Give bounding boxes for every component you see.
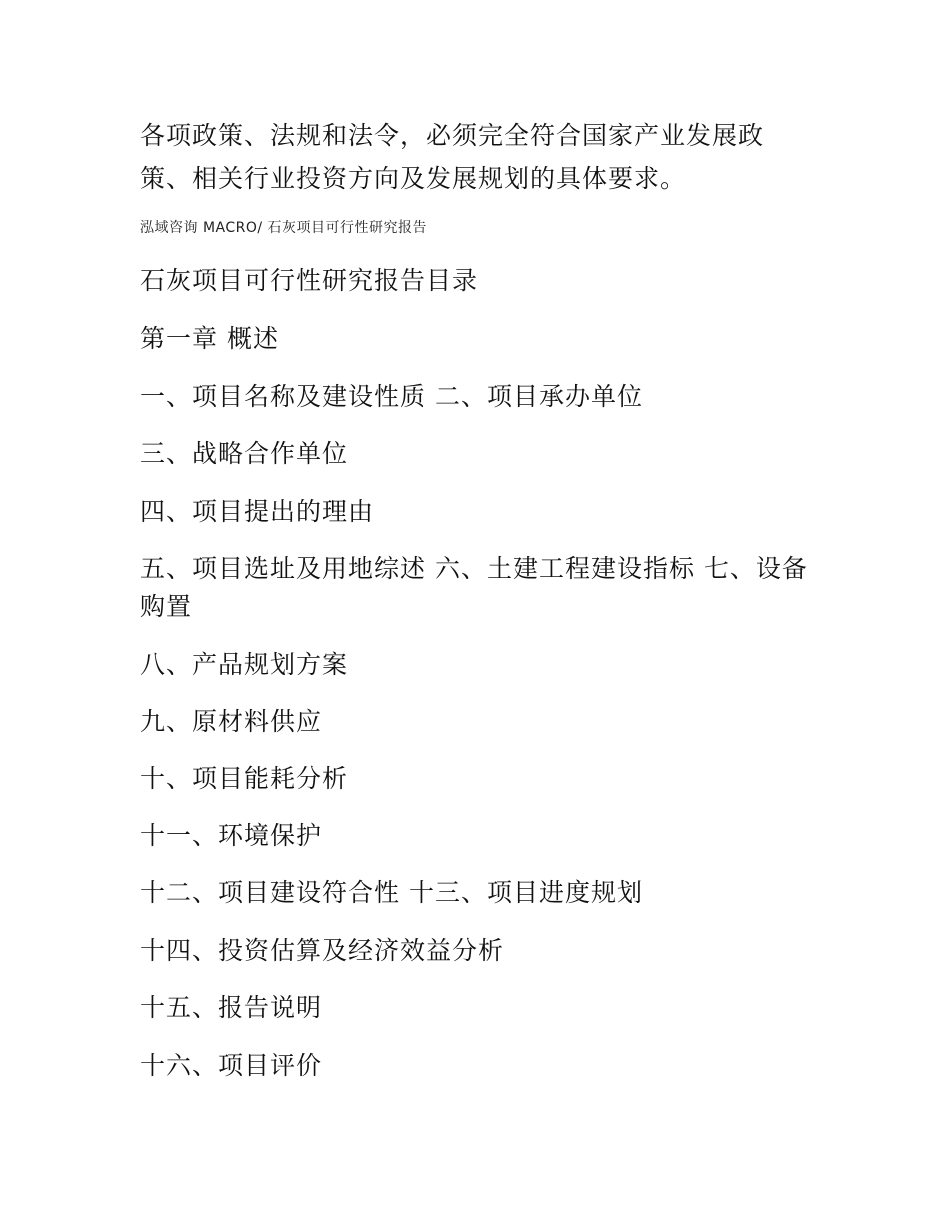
paragraph-line-1: 各项政策、法规和法令，必须完全符合国家产业发展政 [140, 121, 765, 150]
toc-item: 三、战略合作单位 [140, 439, 349, 468]
paragraph-line-2: 策、相关行业投资方向及发展规划的具体要求。 [140, 164, 687, 193]
toc-item: 十二、项目建设符合性 十三、项目进度规划 [140, 878, 643, 907]
toc-item: 十、项目能耗分析 [140, 764, 349, 793]
toc-item: 十四、投资估算及经济效益分析 [140, 936, 505, 965]
toc-chapter: 第一章 概述 [140, 324, 279, 353]
toc-title: 石灰项目可行性研究报告目录 [140, 266, 479, 295]
toc-item: 十六、项目评价 [140, 1051, 323, 1080]
toc-item: 一、项目名称及建设性质 二、项目承办单位 [140, 382, 643, 411]
toc-item: 八、产品规划方案 [140, 650, 349, 679]
toc-item: 九、原材料供应 [140, 707, 323, 736]
toc-item: 十五、报告说明 [140, 993, 323, 1022]
toc-item: 五、项目选址及用地综述 六、土建工程建设指标 七、设备购置 [140, 554, 808, 621]
toc-item: 四、项目提出的理由 [140, 497, 375, 526]
running-header: 泓域咨询 MACRO/ 石灰项目可行性研究报告 [140, 220, 428, 236]
toc-item: 十一、环境保护 [140, 821, 323, 850]
